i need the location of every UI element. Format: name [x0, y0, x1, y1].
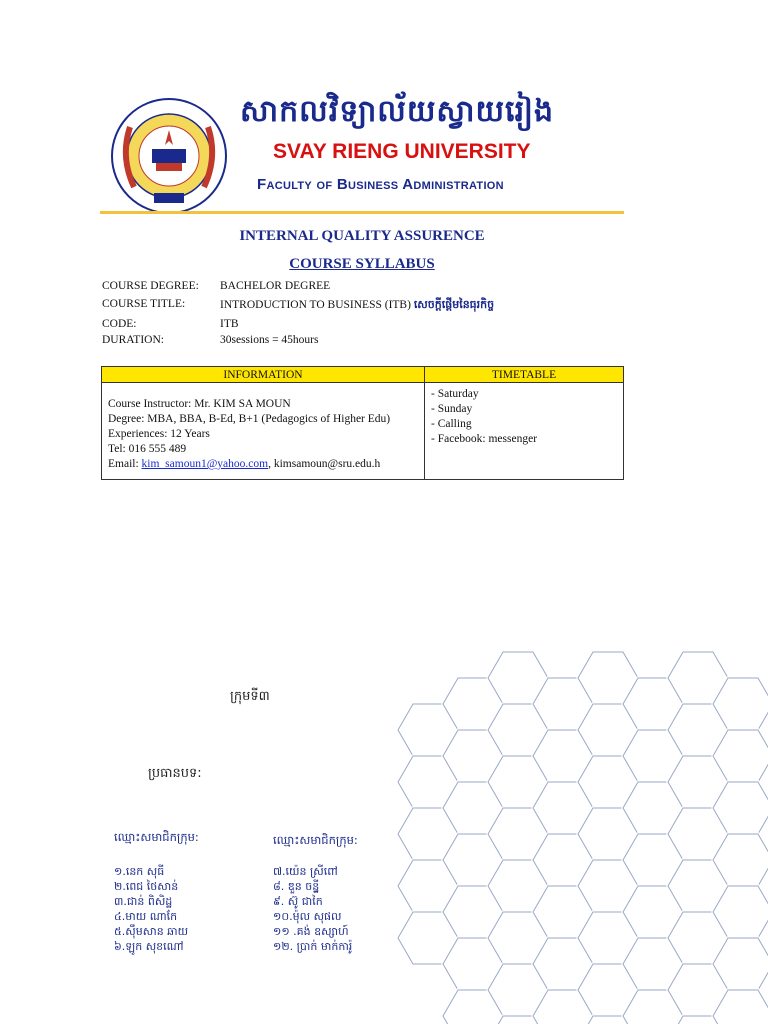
member-item: ១.នេក សុធី — [114, 865, 165, 878]
university-name-khmer: សាកលវិទ្យាល័យស្វាយរៀង — [240, 94, 555, 129]
instructor-info-cell — [102, 383, 425, 480]
course-title-khmer: សេចក្ដីផ្ដើមនៃធុរកិច្ច — [413, 298, 495, 311]
members-heading-right: ឈ្មោះសមាជិកក្រុម: — [273, 833, 358, 847]
members-list-left — [114, 864, 188, 954]
timetable-item: - Saturday — [431, 388, 479, 400]
member-item: ៦.ឡូក សុខណៅ — [114, 940, 184, 953]
member-item: ៨. ឌួន ចន្ធ្នី — [273, 880, 320, 893]
timetable-item: - Calling — [431, 418, 472, 430]
member-item: ៩. ស៊ូ ជាកៃ — [273, 895, 323, 908]
palm-tree — [500, 860, 519, 949]
document-subheading: COURSE SYLLABUS — [289, 256, 435, 272]
instructor-name: Course Instructor: Mr. KIM SA MOUN — [108, 398, 291, 410]
member-item: ៧.យ៉េន ស្រីពៅ — [273, 865, 338, 878]
member-item: ១២. ប្រាក់ មាក់ការ៉ូ — [273, 940, 353, 953]
instructor-phone: Tel: 016 555 489 — [108, 443, 187, 455]
instructor-experience: Experiences: 12 Years — [108, 428, 210, 440]
members-list-right — [273, 864, 352, 954]
member-item: ៤.មាយ ណាកែ — [114, 910, 178, 923]
timetable-item: - Facebook: messenger — [431, 433, 538, 445]
instructor-degree: Degree: MBA, BBA, B-Ed, B+1 (Pedagogics of Higher Edu) — [108, 413, 391, 425]
topic-label: ប្រធានបទ: — [148, 766, 202, 781]
group-title: ក្រុមទី៣ — [230, 689, 270, 704]
header-divider — [100, 211, 624, 214]
university-name-english: SVAY RIENG UNIVERSITY — [273, 140, 531, 163]
email-link[interactable]: kim_samoun1@yahoo.com — [141, 458, 269, 470]
members-heading-left: ឈ្មោះសមាជិកក្រុម: — [114, 830, 199, 844]
member-item: ១១ .គង់ ឧស្សាហ៍ — [273, 925, 349, 938]
member-item: ៣.ជាន់ ពិសិដ្ឋ — [114, 895, 173, 908]
timetable-item: - Sunday — [431, 403, 473, 415]
instructor-email: Email: kim_samoun1@yahoo.com, kimsamoun@sru.edu.h — [108, 458, 381, 470]
member-item: ២.ពេជ ថៃសាន់ — [114, 880, 179, 893]
faculty-name: Faculty of Business Administration — [257, 176, 504, 193]
column-header-information: INFORMATION — [102, 367, 425, 383]
info-table — [101, 366, 624, 480]
university-logo — [110, 97, 228, 215]
member-item: ១០.ម៉ុល សុផល — [273, 910, 342, 923]
honeycomb-landscape-image — [390, 640, 768, 1024]
document-heading: INTERNAL QUALITY ASSURENCE — [239, 228, 485, 244]
column-header-timetable: TIMETABLE — [425, 367, 624, 383]
palm-tree — [472, 866, 488, 946]
member-item: ៥.ស៊ឹមសាន ឆាយ — [114, 925, 189, 938]
timetable-cell — [425, 383, 624, 480]
